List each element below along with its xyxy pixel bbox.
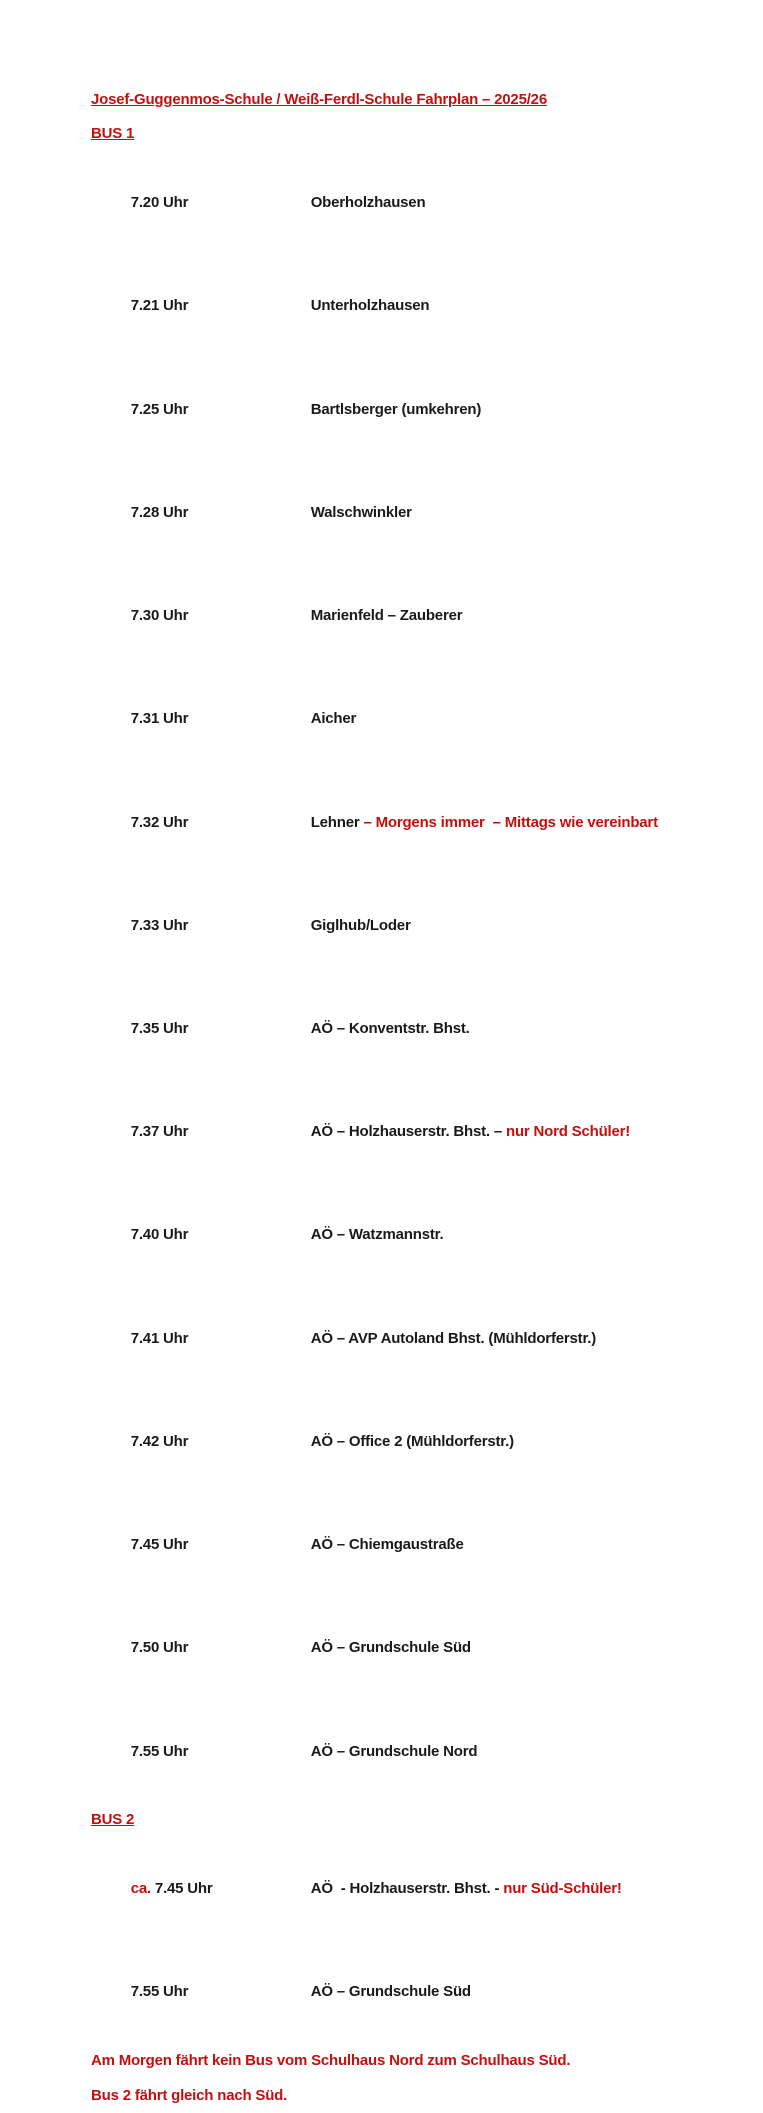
note-bus2-sued: Bus 2 fährt gleich nach Süd. [91,2086,288,2104]
schedule-row [91,1700,743,1803]
departure-time: 7.55 Uhr [130,1983,189,2001]
departure-time: 7.32 Uhr [130,813,189,831]
schedule-row [91,1838,743,1941]
schedule-row [91,461,743,564]
departure-time: 7.50 Uhr [130,1639,189,1657]
stop-name: AÖ – Office 2 (Mühldorferstr.) [310,1432,514,1450]
stop-name: Walschwinkler [310,503,412,521]
stop-name: Lehner – Morgens immer – Mittags wie vereinbart [310,813,658,831]
stop-name: AÖ – Grundschule Süd [310,1983,471,2001]
departure-time: 7.37 Uhr [130,1123,189,1141]
schedule-row [91,1941,743,2044]
schedule-row [91,1287,743,1390]
departure-time: 7.30 Uhr [130,607,189,625]
stop-name: AÖ – Chiemgaustraße [310,1536,464,1554]
stop-name: Marienfeld – Zauberer [310,607,463,625]
schedule-row [91,771,743,874]
departure-time: 7.45 Uhr [130,1536,189,1554]
section-heading-bus1: BUS 1 [91,125,135,143]
stop-name: Bartlsberger (umkehren) [310,400,482,418]
departure-time: 7.55 Uhr [130,1742,189,1760]
departure-time: 7.28 Uhr [130,503,189,521]
departure-time: 7.31 Uhr [130,710,189,728]
schedule-row [91,255,743,358]
stop-name: Oberholzhausen [310,194,426,212]
bus2-rows [91,1838,743,2044]
bus1-rows [91,152,743,1804]
departure-time: 7.21 Uhr [130,297,189,315]
departure-time: 7.33 Uhr [130,916,189,934]
departure-time: 7.41 Uhr [130,1329,189,1347]
schedule-row [91,668,743,771]
section-heading-bus2: BUS 2 [91,1811,135,1829]
departure-time: 7.42 Uhr [130,1432,189,1450]
departure-time: 7.20 Uhr [130,194,189,212]
departure-time: 7.25 Uhr [130,400,189,418]
stop-name: AÖ – Holzhauserstr. Bhst. – nur Nord Schüler! [310,1123,631,1141]
schedule-row [91,1184,743,1287]
schedule-row [91,978,743,1081]
stop-name: AÖ – Grundschule Nord [310,1742,478,1760]
schedule-row [91,565,743,668]
stop-name: Giglhub/Loder [310,916,411,934]
page-title: Josef-Guggenmos-Schule / Weiß-Ferdl-Schule Fahrplan – 2025/26 [91,91,547,108]
stop-name: AÖ – Watzmannstr. [310,1226,444,1244]
stop-name: AÖ - Holzhauserstr. Bhst. - nur Süd-Schüler! [310,1880,622,1898]
schedule-content [91,83,743,2113]
schedule-row [91,874,743,977]
schedule-row [91,152,743,255]
stop-name: AÖ – Konventstr. Bhst. [310,1019,470,1037]
stop-name: AÖ – AVP Autoland Bhst. (Mühldorferstr.) [310,1329,597,1347]
schedule-row [91,1494,743,1597]
note-no-bus-nord-sued: Am Morgen fährt kein Bus vom Schulhaus Nord zum Schulhaus Süd. [91,2052,571,2070]
stop-name: AÖ – Grundschule Süd [310,1639,471,1657]
stop-name: Aicher [310,710,357,728]
schedule-row [91,1081,743,1184]
schedule-row [91,358,743,461]
schedule-row [91,1597,743,1700]
schedule-row [91,1390,743,1493]
departure-time: ca. 7.45 Uhr [130,1880,213,1898]
stop-name: Unterholzhausen [310,297,430,315]
departure-time: 7.40 Uhr [130,1226,189,1244]
departure-time: 7.35 Uhr [130,1019,189,1037]
